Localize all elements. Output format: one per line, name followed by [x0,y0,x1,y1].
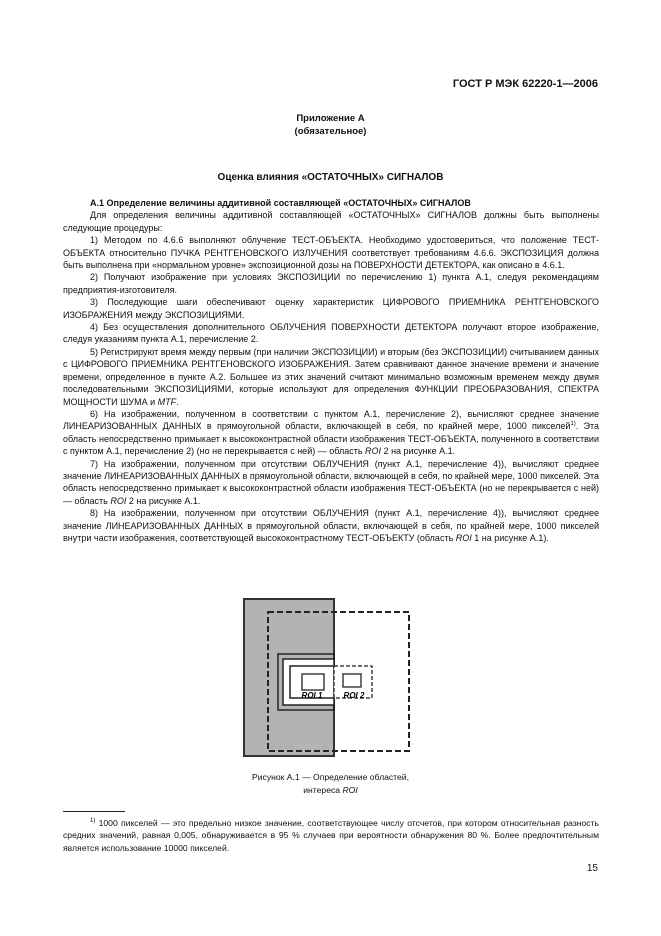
paragraph-6-end: 2 на рисунке А.1. [381,446,456,457]
roi-figure [240,597,415,759]
subsection-heading: А.1 Определение величины аддитивной составляющей «ОСТАТОЧНЫХ» СИГНАЛОВ [90,198,471,208]
section-title: Оценка влияния «ОСТАТОЧНЫХ» СИГНАЛОВ [217,172,444,183]
footnote-text: 1000 пикселей — это предельно низкое значение, соответствующее числу отсчетов, при котором относительная разность средних значений, равная 0,005, обнаруживается в 95 % случаев при вероятности обнаружения 80 %. Более предпочтительным является использование 10000 пикселей. [63,818,599,853]
figure-caption-prefix: интереса [303,784,343,795]
appendix-heading [0,112,661,138]
paragraph-8-text: 8) На изображении, полученном при отсутствии ОБЛУЧЕНИЯ (пункт А.1, перечисление 4)), вычисляют среднее значение ЛИНЕАРИЗОВАННЫХ ДАННЫХ в прямоугольной области, включающей в себя, по крайней мере, 1000 пикселей внутри части изображения, соответствующей высококонтрастному ТЕСТ-ОБЪЕКТУ (область [63,508,599,543]
paragraph-3: 3) Последующие шаги обеспечивают оценку характеристик ЦИФРОВОГО ПРИЕМНИКА РЕНТГЕНОВСКОГО ИЗОБРАЖЕНИЯ между ЭКСПОЗИЦИЯМИ. [63,297,599,320]
footnote-marker: 1) [90,818,96,825]
roi1-box [302,674,324,690]
paragraph-7 [63,458,599,508]
paragraph-7-text: 7) На изображении, полученном при отсутствии ОБЛУЧЕНИЯ (пункт А.1, перечисление 4)), вычисляют среднее значение ЛИНЕАРИЗОВАННЫХ ДАННЫХ в прямоугольной области, включающей в себя, по крайней мере, 1000 пикселей. Эта область непосредственно примыкает к высококонтрастной области изображения ТЕСТ-ОБЪЕКТА (но не перекрывается с ней) — область [63,458,599,506]
body-text [63,197,599,544]
paragraph-2: 2) Получают изображение при условиях ЭКСПОЗИЦИИ по перечислению 1) пункта А.1, следуя рекомендациям предприятия-изготовителя. [63,272,599,295]
paragraph-intro: Для определения величины аддитивной составляющей «ОСТАТОЧНЫХ» СИГНАЛОВ должны быть выполнены следующие процедуры: [63,210,599,233]
footnote [63,817,599,854]
roi2-label: ROI 2 [343,691,365,700]
figure-caption [0,771,661,796]
roi1-label: ROI 1 [301,691,323,700]
paragraph-6-text-2: . Эта область непосредственно примыкает к высококонтрастной области изображения ТЕСТ-ОБЪЕКТА, полученного в соответствии с пунктом А.1, перечисление 2) (но не перекрывается с ней) — область [63,421,599,457]
paragraph-7-end: 2 на рисунке А.1. [126,495,201,506]
paragraph-5-end: . [176,396,179,407]
paragraph-6 [63,408,599,458]
roi2-box [343,674,361,687]
figure-caption-line-1: Рисунок А.1 — Определение областей, [251,772,409,782]
paragraph-1: 1) Методом по 4.6.6 выполняют облучение ТЕСТ-ОБЪЕКТА. Необходимо удостовериться, что положение ТЕСТ-ОБЪЕКТА относительно ПУЧКА РЕНТГЕНОВСКОГО ИЗЛУЧЕНИЯ соответствует требованиям 4.6.6. ЭКСПОЗИЦИЯ должна быть выполнена при «нормальном уровне» экспозиционной дозы на ПОВЕРХНОСТИ ДЕТЕКТОРА, как описано в 4.6.1. [63,235,599,271]
roi-term: ROI [455,532,472,543]
footnote-divider [63,811,125,812]
appendix-subtitle: (обязательное) [294,126,367,137]
roi-term: ROI [365,446,382,457]
appendix-title: Приложение А [296,113,365,124]
paragraph-8 [63,507,599,544]
roi-term: ROI [110,495,127,506]
document-code: ГОСТ Р МЭК 62220-1—2006 [452,78,598,90]
footnote-reference: 1) [570,421,576,428]
paragraph-5 [63,346,599,408]
paragraph-6-text: 6) На изображении, полученном в соответствии с пунктом А.1, перечисление 2), вычисляют среднее значение ЛИНЕАРИЗОВАННЫХ ДАННЫХ в прямоугольной области, включающей в себя, по крайней мере, 1000 пикселей [63,408,599,432]
page-number: 15 [586,863,598,874]
paragraph-4: 4) Без осуществления дополнительного ОБЛУЧЕНИЯ ПОВЕРХНОСТИ ДЕТЕКТОРА получают второе изображение, следуя указаниям пункта А.1, перечисление 2. [63,322,599,345]
paragraph-8-end: 1 на рисунке А.1). [471,532,549,543]
paragraph-5-text: 5) Регистрируют время между первым (при наличии ЭКСПОЗИЦИИ) и вторым (без ЭКСПОЗИЦИИ) считыванием данных с ЦИФРОВОГО ПРИЕМНИКА РЕНТГЕНОВСКОГО ИЗОБРАЖЕНИЯ. Затем сравнивают данное значение времени и значение времени, определенное в пункте А.2. Большее из этих значений считают минимально возможным временем между двумя последовательными ЭКСПОЗИЦИЯМИ, которые используют для определения ФУНКЦИИ ПРЕОБРАЗОВАНИЯ, СПЕКТРА МОЩНОСТИ ШУМА и [63,346,599,407]
figure-caption-line-2 [0,784,661,797]
mtf-term: MTF [157,396,177,407]
figure-caption-roi: ROI [342,784,358,795]
